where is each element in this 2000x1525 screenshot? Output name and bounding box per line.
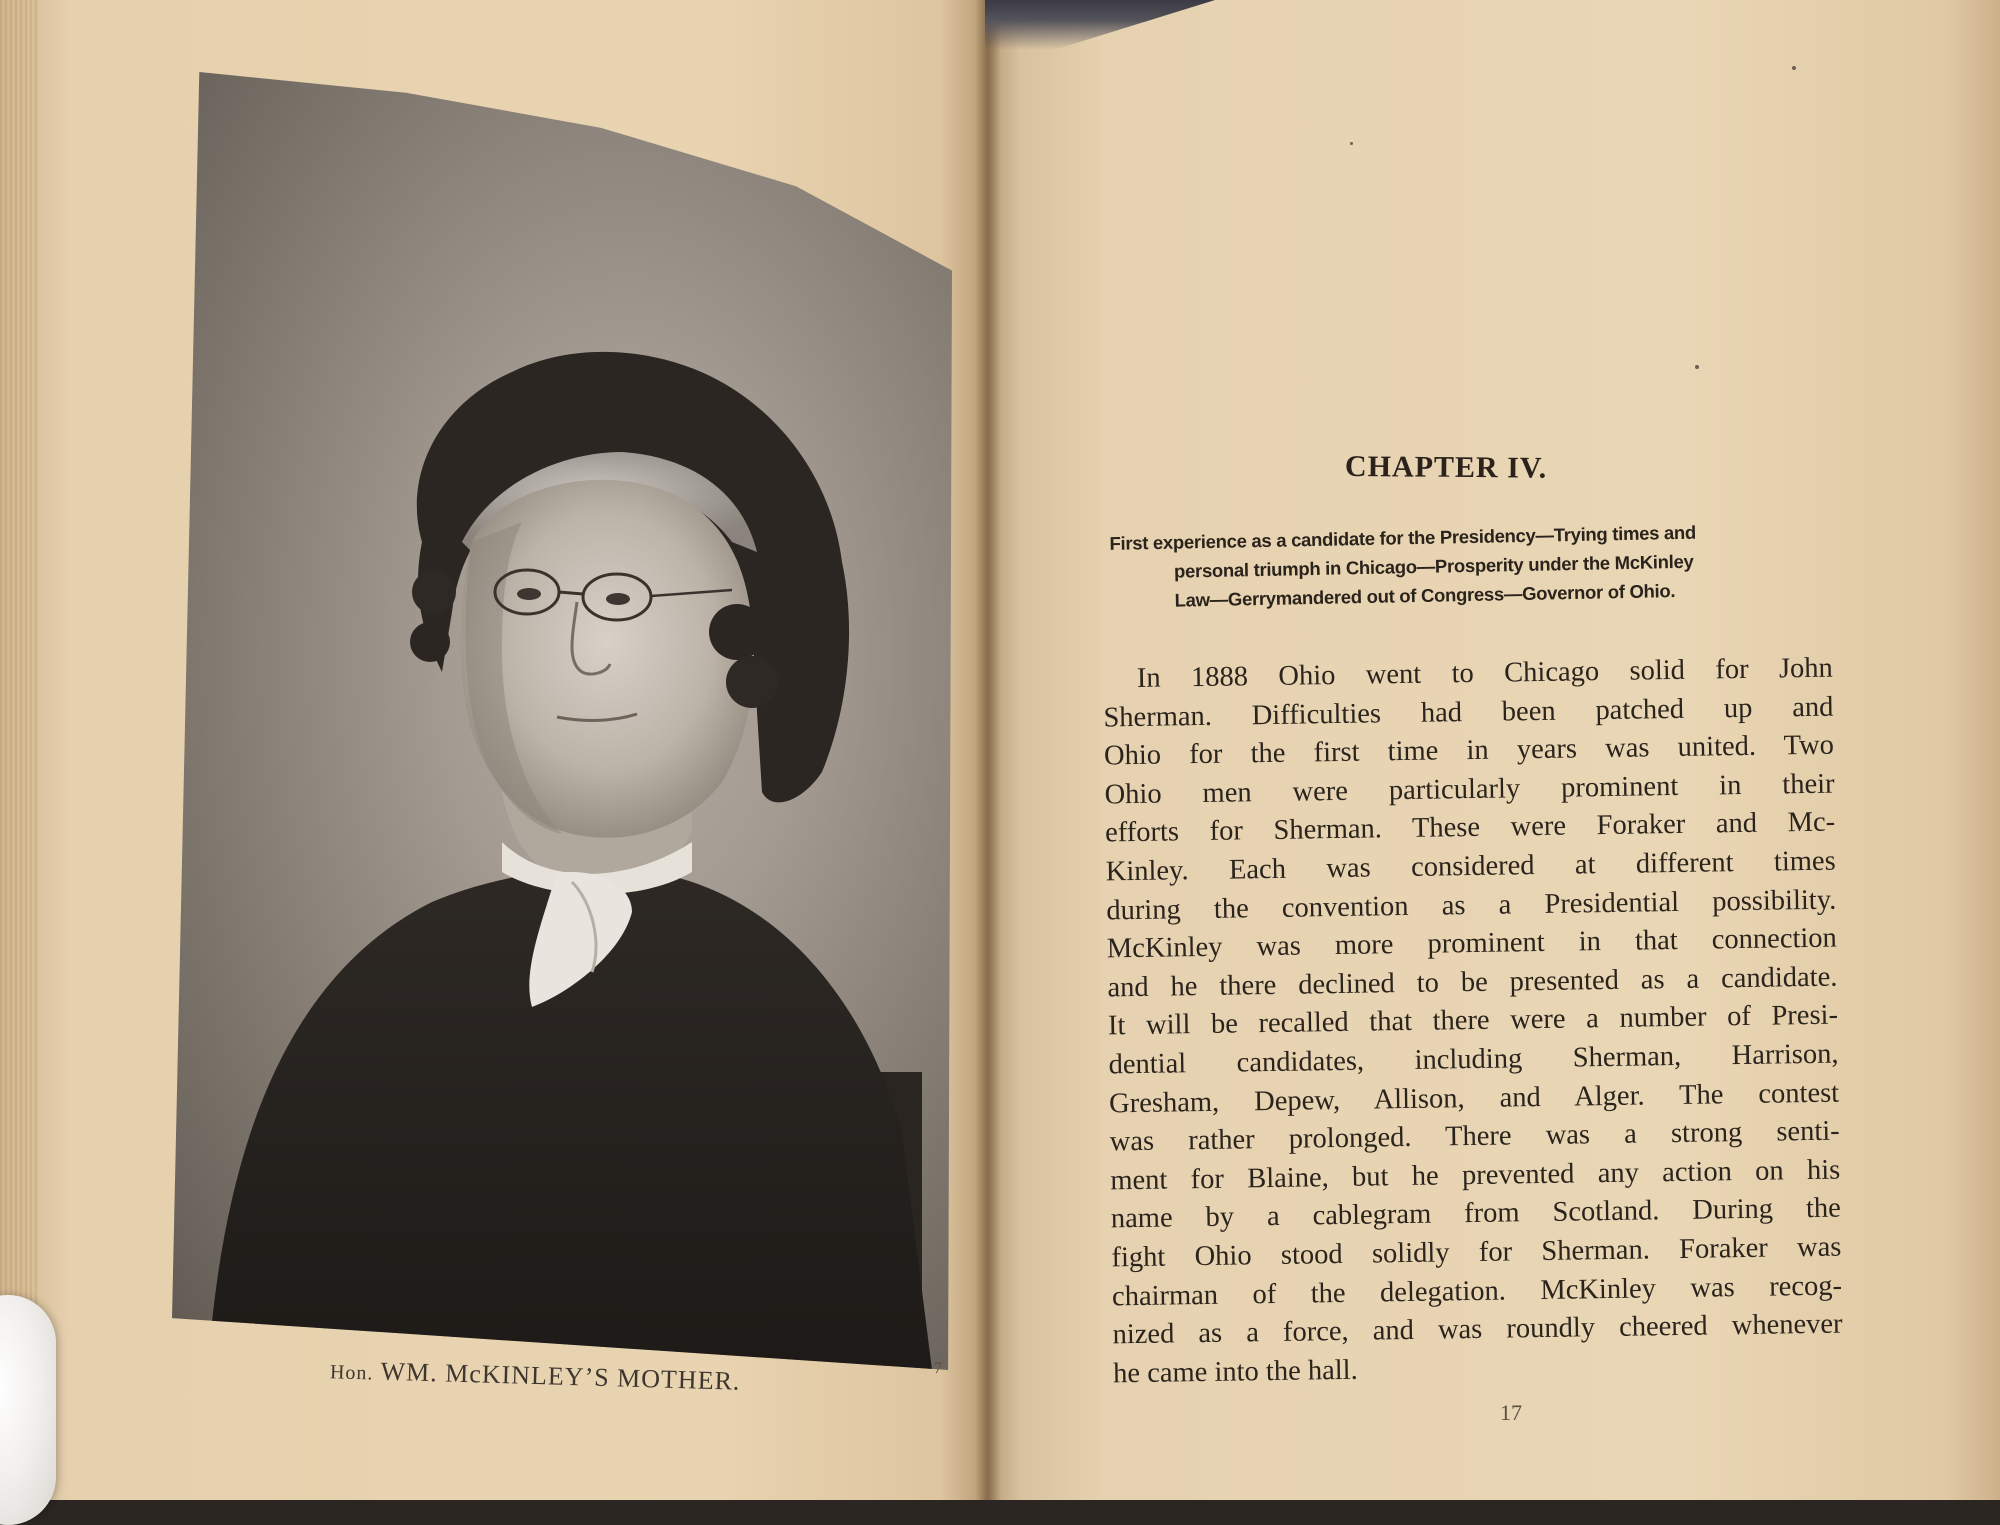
body-line: he came into the hall. xyxy=(1112,1354,1358,1390)
portrait-photograph xyxy=(172,72,952,1370)
body-line: Sherman. Difficulties had been patched up and xyxy=(1103,691,1834,734)
body-line: In 1888 Ohio went to Chicago solid for John xyxy=(1136,652,1834,694)
body-line: Gresham, Depew, Allison, and Alger. The contest xyxy=(1108,1077,1840,1119)
chapter-synopsis xyxy=(1109,515,1831,616)
body-line: and he there declined to be presented as a candidate. xyxy=(1107,961,1838,1004)
body-line: during the convention as a Presidential possibility. xyxy=(1106,884,1837,926)
body-line: fight Ohio stood solidly for Sherman. Foraker was xyxy=(1111,1231,1842,1274)
body-line: nized as a force, and was roundly cheered whenever xyxy=(1112,1308,1843,1351)
body-line: dential candidates, including Sherman, Harrison, xyxy=(1108,1038,1839,1081)
plate-mark: 7 xyxy=(934,1360,942,1377)
body-line: was rather prolonged. There was a strong senti- xyxy=(1109,1115,1840,1158)
caption-prefix: Hon. xyxy=(329,1361,374,1385)
body-line: chairman of the delegation. McKinley was recog- xyxy=(1111,1270,1843,1312)
body-line: ment for Blaine, but he prevented any action on his xyxy=(1110,1154,1841,1197)
body-line: McKinley was more prominent in that connection xyxy=(1106,922,1838,965)
synopsis-line: First experience as a candidate for the Presidency—Trying times and xyxy=(1109,521,1697,554)
body-line: It will be recalled that there were a number of Presi- xyxy=(1107,999,1839,1042)
page-edges xyxy=(0,0,38,1500)
left-page xyxy=(0,0,985,1500)
chapter-body-text xyxy=(1103,650,1844,1394)
synopsis-line: Law—Gerrymandered out of Congress—Governor of Ohio. xyxy=(1174,580,1676,611)
book-gutter xyxy=(975,0,1001,1500)
body-line: Ohio for the first time in years was united. Two xyxy=(1103,729,1835,772)
body-line: efforts for Sherman. These were Foraker and Mc- xyxy=(1104,806,1836,849)
portrait-caption xyxy=(330,1355,811,1398)
portrait-figure xyxy=(172,72,952,1370)
body-line: name by a cablegram from Scotland. During the xyxy=(1110,1192,1842,1235)
body-line: Ohio men were particularly prominent in their xyxy=(1104,768,1835,811)
white-glove xyxy=(0,1295,56,1525)
chapter-title: CHAPTER IV. xyxy=(1344,449,1548,485)
body-line: Kinley. Each was considered at different times xyxy=(1105,845,1836,888)
caption-text: WM. McKINLEY’S MOTHER. xyxy=(380,1356,741,1396)
synopsis-line: personal triumph in Chicago—Prosperity under the McKinley xyxy=(1173,550,1694,582)
page-number: 17 xyxy=(1500,1400,1522,1425)
